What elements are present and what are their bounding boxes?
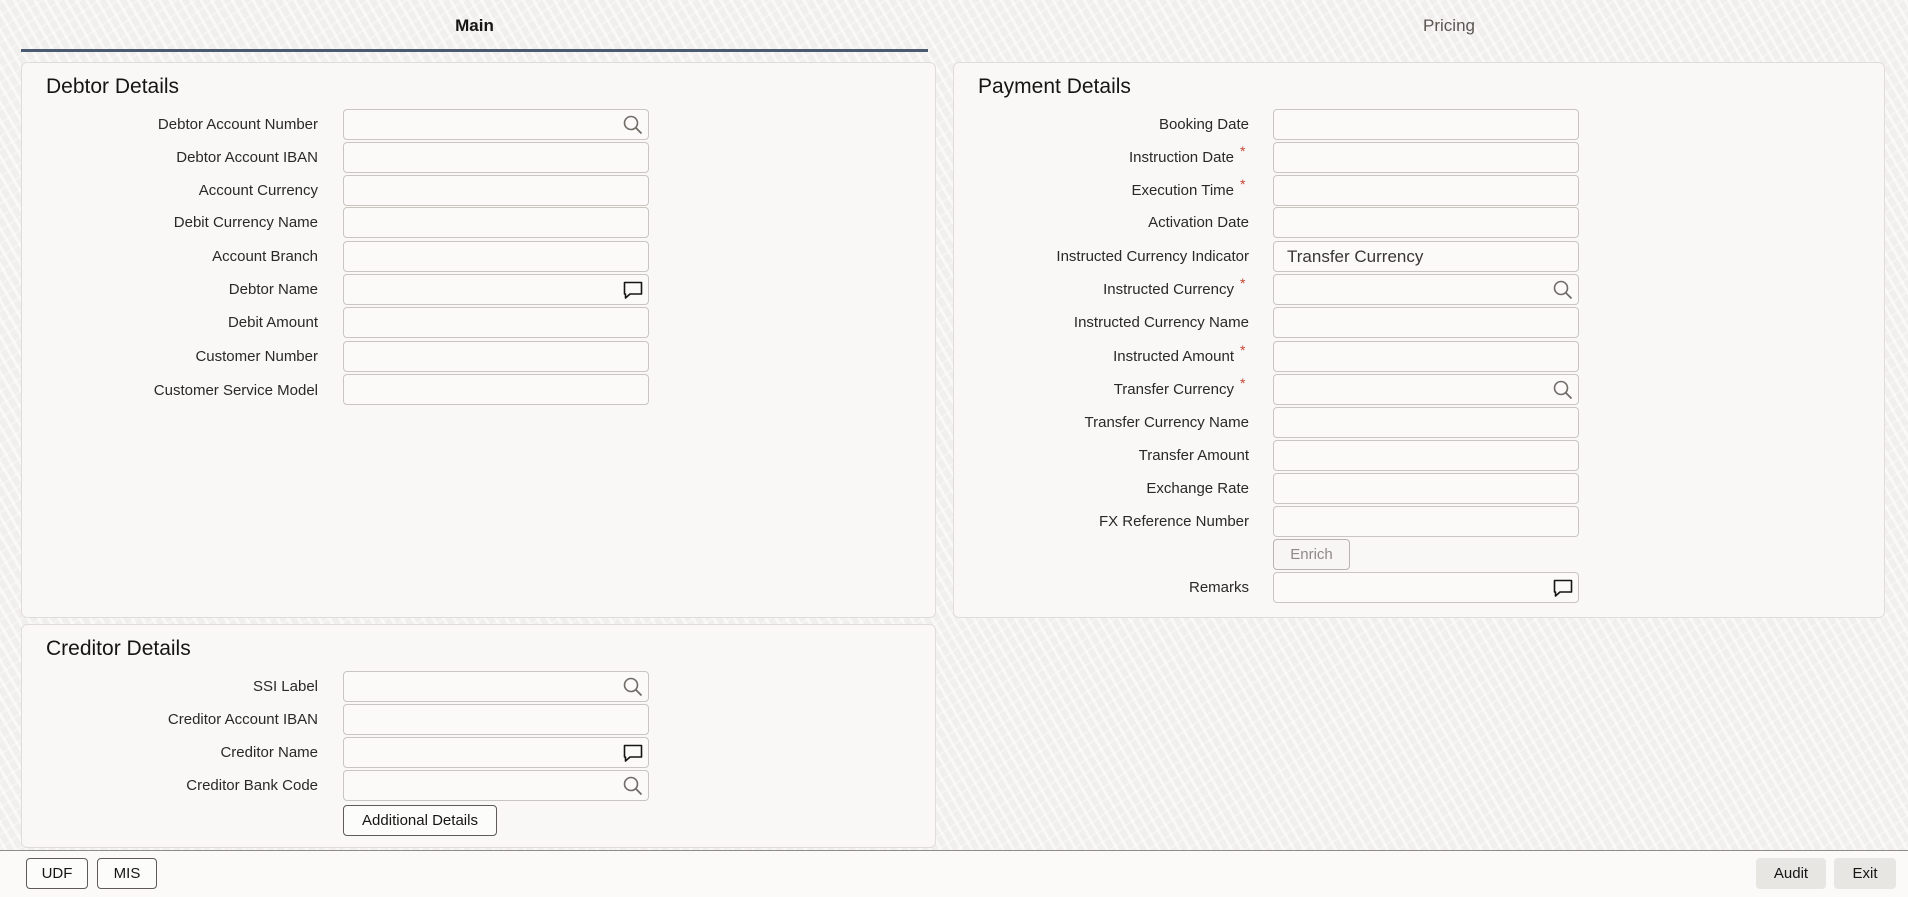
search-icon[interactable] [1552, 279, 1574, 301]
debit-currency-name-input[interactable] [343, 207, 649, 238]
instructed-amount-input[interactable] [1273, 341, 1579, 372]
transfer-currency-name-input[interactable] [1273, 407, 1579, 438]
comment-icon[interactable] [1552, 577, 1574, 599]
tab-bar [21, 0, 1887, 52]
customer-number-input[interactable] [343, 341, 649, 372]
booking-date-label: Booking Date [1158, 116, 1249, 133]
debtor-account-iban-input[interactable] [343, 142, 649, 173]
fx-reference-number-input[interactable] [1273, 506, 1579, 537]
booking-date-input[interactable] [1273, 109, 1579, 140]
execution-time-label: Execution Time [1131, 182, 1234, 199]
required-marker: * [1240, 375, 1246, 391]
instructed-currency-indicator-select[interactable] [1273, 241, 1579, 272]
exchange-rate-input[interactable] [1273, 473, 1579, 504]
activation-date-input[interactable] [1273, 207, 1579, 238]
transfer-currency-label: Transfer Currency [1113, 381, 1234, 398]
search-icon[interactable] [622, 676, 644, 698]
creditor-name-label: Creditor Name [220, 744, 318, 761]
transfer-currency-input[interactable] [1273, 374, 1579, 405]
instructed-currency-label: Instructed Currency [1103, 281, 1234, 298]
debtor-name-input[interactable] [343, 274, 649, 305]
transfer-amount-label: Transfer Amount [1138, 447, 1249, 464]
creditor-account-iban-input[interactable] [343, 704, 649, 735]
debtor-account-number-input[interactable] [343, 109, 649, 140]
transfer-amount-input[interactable] [1273, 440, 1579, 471]
required-marker: * [1240, 275, 1246, 291]
payment-details-title: Payment Details [978, 75, 1131, 98]
debtor-details-panel [21, 62, 936, 618]
payment-details-panel [953, 62, 1885, 618]
required-marker: * [1240, 143, 1246, 159]
exit-button[interactable]: Exit [1834, 858, 1896, 889]
debit-currency-name-label: Debit Currency Name [173, 214, 318, 231]
ssi-label-label: SSI Label [252, 678, 318, 695]
comment-icon[interactable] [622, 742, 644, 764]
instructed-currency-indicator-label: Instructed Currency Indicator [1056, 248, 1249, 265]
search-icon[interactable] [1552, 379, 1574, 401]
remarks-label: Remarks [1188, 579, 1249, 596]
enrich-button[interactable]: Enrich [1273, 539, 1350, 570]
fx-reference-number-label: FX Reference Number [1098, 513, 1249, 530]
tab-pricing[interactable]: Pricing [1423, 16, 1475, 35]
customer-service-model-label: Customer Service Model [153, 382, 318, 399]
required-marker: * [1240, 342, 1246, 358]
instructed-currency-indicator-value: Transfer Currency [1287, 247, 1424, 266]
audit-button[interactable]: Audit [1756, 858, 1826, 889]
creditor-details-panel [21, 624, 936, 848]
creditor-details-title: Creditor Details [46, 637, 191, 660]
additional-details-button[interactable]: Additional Details [343, 805, 497, 836]
customer-service-model-input[interactable] [343, 374, 649, 405]
comment-icon[interactable] [622, 279, 644, 301]
activation-date-label: Activation Date [1148, 214, 1249, 231]
exchange-rate-label: Exchange Rate [1146, 480, 1249, 497]
creditor-name-input[interactable] [343, 737, 649, 768]
ssi-label-input[interactable] [343, 671, 649, 702]
tab-main[interactable]: Main [21, 0, 928, 52]
instruction-date-input[interactable] [1273, 142, 1579, 173]
footer-bar [0, 850, 1908, 897]
creditor-bank-code-input[interactable] [343, 770, 649, 801]
customer-number-label: Customer Number [195, 348, 318, 365]
instruction-date-label: Instruction Date [1128, 149, 1234, 166]
instructed-amount-label: Instructed Amount [1113, 348, 1234, 365]
debtor-name-label: Debtor Name [228, 281, 318, 298]
debtor-account-number-label: Debtor Account Number [157, 116, 318, 133]
creditor-account-iban-label: Creditor Account IBAN [167, 711, 318, 728]
creditor-bank-code-label: Creditor Bank Code [186, 777, 318, 794]
account-branch-label: Account Branch [212, 248, 318, 265]
instructed-currency-input[interactable] [1273, 274, 1579, 305]
remarks-input[interactable] [1273, 572, 1579, 603]
debtor-account-iban-label: Debtor Account IBAN [176, 149, 318, 166]
search-icon[interactable] [622, 775, 644, 797]
instructed-currency-name-input[interactable] [1273, 307, 1579, 338]
instructed-currency-name-label: Instructed Currency Name [1073, 314, 1249, 331]
mis-button[interactable]: MIS [97, 858, 157, 889]
search-icon[interactable] [622, 114, 644, 136]
debit-amount-label: Debit Amount [227, 314, 318, 331]
debtor-details-title: Debtor Details [46, 75, 180, 98]
account-branch-input[interactable] [343, 241, 649, 272]
account-currency-label: Account Currency [198, 182, 318, 199]
transfer-currency-name-label: Transfer Currency Name [1084, 414, 1249, 431]
udf-button[interactable]: UDF [26, 858, 88, 889]
execution-time-input[interactable] [1273, 175, 1579, 206]
debit-amount-input[interactable] [343, 307, 649, 338]
account-currency-input[interactable] [343, 175, 649, 206]
required-marker: * [1240, 176, 1246, 192]
